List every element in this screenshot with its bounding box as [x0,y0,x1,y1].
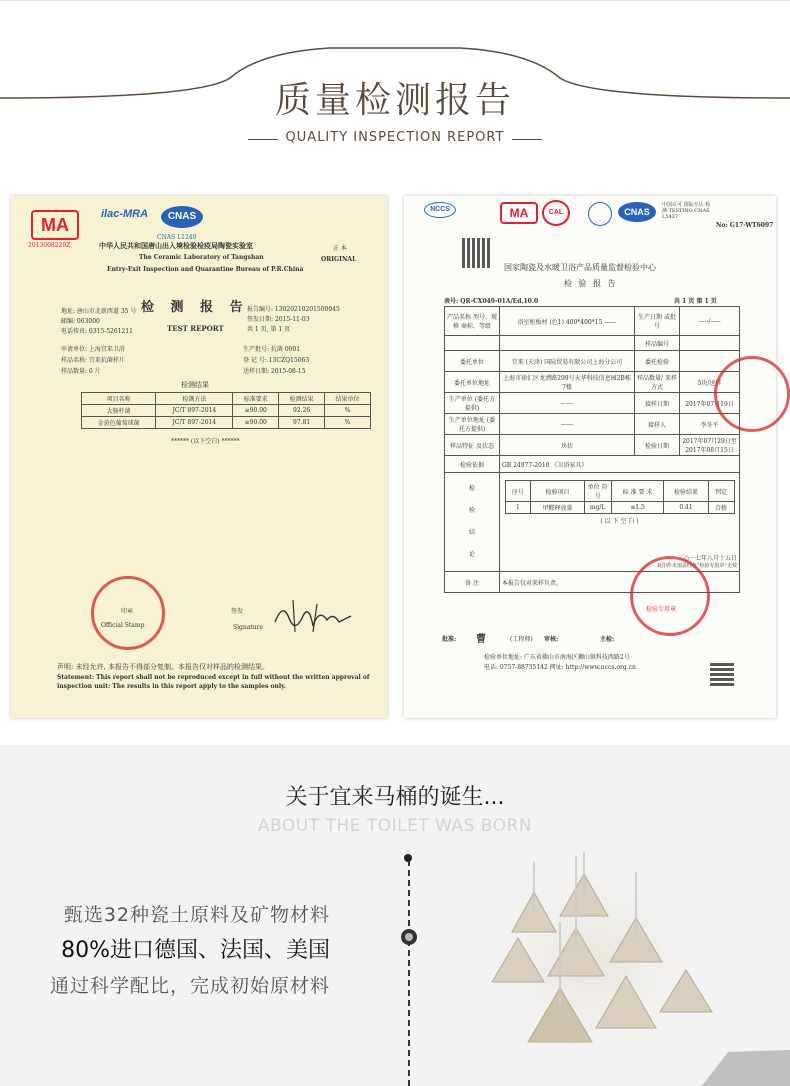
table-cell: JC/T 897-2014 [156,417,233,429]
table-header: 检测结果 [279,393,325,405]
table-cell: ≥90.00 [233,405,279,417]
timeline-marker [401,929,417,945]
table-cell: ≥90.00 [233,417,279,429]
table-cell: % [325,405,371,417]
sign-en: Signature [233,624,264,631]
row-value [500,336,635,351]
row-value: 5块/送样 [680,372,740,393]
row-value: 2017年07月19日 [680,393,740,414]
table-row [82,405,371,417]
row-value: 块状 [500,435,635,456]
table-cell: 92.26 [279,405,325,417]
batch-no: 生产批号: 抗菌 0001 [243,346,301,353]
report-title-cn: 检 测 报 告 [141,300,249,315]
cnas-logo-right: CNAS [618,202,656,222]
report-title-en: TEST REPORT [167,324,224,333]
cnas-logo: CNAS [161,206,203,228]
side-char: 验 [468,507,475,514]
raw-materials-photo [472,852,790,1086]
certificate-tangshan [11,196,387,718]
seal-label: 印章 [121,608,134,615]
issue-date: 签发日期: 2015-11-03 [247,316,310,323]
row-value: -----/----- [680,307,740,336]
ma-code: 2013008229Z [28,242,71,249]
blank-below-note: ****** (以下空白) ****** [171,438,240,445]
report-number: No: G17-WT6097 [716,222,774,229]
cnas-code: CNAS L1240 [157,234,197,241]
table-header: 项目名称 [82,393,156,405]
table-cell: 97.81 [279,417,325,429]
report-no: 报告编号: 13020210201500045 [247,306,340,313]
side-char: 论 [468,551,475,558]
row-label: 委托单位 [445,351,500,372]
sample-name: 样品名称: 宜来抗菌样片 [61,357,125,364]
row-value: ------ [500,414,635,435]
seal-en: Official Stamp [101,622,145,629]
table-row [445,336,740,351]
nccs-logo: NCCS [424,202,456,218]
org-cn: 中华人民共和国唐山出入境检验检疫局陶瓷实验室 [99,241,253,250]
inner-header-row [505,481,734,502]
statement-en2: inspection unit: The results in this report apply to the samples only. [57,683,286,690]
signature-icon [273,598,353,634]
feature-line-3: 通过科学配比，完成初始原材料 [49,975,330,997]
inner-cell: 1 [505,502,531,514]
row-value: 李冬平 [680,414,740,435]
section-title: 质量检测报告 [274,80,515,121]
send-date: 送样日期: 2015-08-15 [243,368,306,375]
inner-header: 标 准 要 求 [611,481,664,502]
row-label: 样品数量/ 来样方式 [635,372,680,393]
phone-line: 电话: 0757-88735142 网址: http://www.nccs.org.cn [484,664,636,671]
row-label: 生产日期 或批号 [635,307,680,336]
row-label: 检验日期 [635,435,680,456]
page-info: 共 1 页 第 1 页 [674,298,717,305]
reg-no: 登 记 号: 13CZQ15063 [243,357,310,364]
side-char: 检 [468,485,475,492]
chief-label: 主检: [600,636,615,643]
results-table [81,392,371,429]
inner-header: 序号 [505,481,531,502]
row-value: ------ [500,393,635,414]
remark-text: 本报告仅对来样负责。 [500,572,740,593]
accreditation-text: 中国认可 国际互认 检测 TESTING CNAS L5437 [662,202,711,220]
row-label: 接样人 [635,414,680,435]
feature-line-2: 80%进口德国、法国、美国 [61,938,330,963]
address-line: 检验单位地址: 广东省佛山市南海区狮山镇科技西路2号 [484,654,630,661]
inner-header: 单位 符号 [584,481,611,502]
page-count: 共 1 页, 第 1 页 [247,326,291,333]
globe-icon [588,202,612,226]
timeline-line [408,860,410,1086]
table-row [82,417,371,429]
table-header-row [82,393,371,405]
table-row [445,307,740,336]
address: 地址: 唐山市北新西道 35 号 [61,308,137,315]
table-header: 结果单位 [325,393,371,405]
side-char: 结 [468,529,475,536]
table-cell: 大肠杆菌 [82,405,156,417]
table-row [445,351,740,372]
conclusion-date: 二○一七年八月十五日 [677,555,737,562]
inner-cell: mg/L [584,502,611,514]
inner-row [505,502,734,514]
report-title: 检 验 报 告 [564,279,618,288]
ma-logo: MA [31,210,79,240]
row-value [680,336,740,351]
stamp-text: 检验专用章 [646,606,677,613]
row-label: 生产单位地址 (委托方提供) [445,414,500,435]
row-label: 样品特征 及状态 [445,435,500,456]
cal-logo: CAL [542,200,570,226]
timeline-dot [404,854,412,862]
row-value: 上海市徐汇区龙漕路299号天华科技信息园2B栋7楼 [500,372,635,393]
inner-blank: ( 以 下 空 白 ) [600,518,639,525]
table-cell: % [325,417,371,429]
row-label: 产品名称 型号、规格 商标、等级 [445,307,500,336]
inspection-stamp-icon [714,356,790,432]
sign-label: 签发 [231,608,244,615]
inspection-stamp-icon [630,556,710,636]
statement-cn: 声明: 未经允许, 本报告不得部分复制。本报告仅对样品的检测结果。 [57,663,270,671]
inner-cell: ≤1.5 [611,502,664,514]
table-header: 标准要求 [233,393,279,405]
about-title: 关于宜来马桶的诞生... [285,785,505,810]
feature-line-1: 甄选32种瓷土原料及矿物材料 [63,904,330,926]
table-header: 检测方法 [156,393,233,405]
certificate-nccs: NCCS MA CAL CNAS 中国认可 国际互认 检测 TESTING CNAS L5437 No: G17-WT6097 国家陶瓷及水暖卫浴产品质量监督检验中心 检 验 报 告 表号: QR-CX049-01A/Ed.10.0 共 1 页 第 1 页 产品名称 型号、规格 商标、等级 浴室柜板材 (色1) 400*400*15 ------ 生产日期 或批号 -----/----- 样品编号 委托单位 宜来 (天津) 国际贸易有限公司上海分公司 委托检验 委托单位地址 上海市徐汇区龙漕路299号天华科技信息园2B栋7楼 样品数量/ 来样方式 5块/送样 生产单位 (委托方提供) ------ 接样日期 2017年07月19日 生产单位地址 (委托方提供) ------ 接样人 李冬平 样品特征 及状态 块状 检验日期 2017年07月29日至2017年08月15日 检验依据 GB 24977-2010 《卫浴家具》 检 验 结 论 序号 检验项目 单位 符号 标 准 要 求 检验结果 判定 1 甲醛释放量 mg/L ≤1.5 0.41 合格 ( 以 下 空 白 ) 二○一七年八月十五日 复印件未加盖红色“检验专用章”无效 备 注 本报告仅对来样负责。 批准: 曹 (工程师) 审核: 主检: 检验单位地址: 广东省佛山市南海区狮山镇科技西路2号 电话: 0757-88735142 网址: http://www.nccs.org.cn 检验专用章 [404,196,776,718]
qr-code-icon [462,238,492,268]
form-no: 表号: QR-CX049-01A/Ed.10.0 [444,298,539,305]
table-cell: 金黄色葡萄球菌 [82,417,156,429]
row-value: 2017年07月29日至2017年08月15日 [680,435,740,456]
ma-logo-right: MA [500,202,538,224]
remark-label: 备 注 [445,572,500,593]
sample-qty: 样品数量: 6 片 [61,368,101,375]
phone: 电话传真: 0315-5261211 [61,328,133,335]
table-row [445,393,740,414]
row-label: 接样日期 [635,393,680,414]
results-title: 检测结果 [181,381,209,389]
table-cell: JC/T 897-2014 [156,405,233,417]
row-value: 宜来 (天津) 国际贸易有限公司上海分公司 [500,351,635,372]
section-subtitle: QUALITY INSPECTION REPORT [278,130,513,145]
copy-label: 正 本 [333,245,347,252]
inspection-table [444,306,740,593]
row-label: 检验依据 [445,456,500,473]
row-label: 委托单位地址 [445,372,500,393]
conclusion-note: 复印件未加盖红色“检验专用章”无效 [656,563,737,569]
qr-code-bottom-icon [710,662,734,686]
top-divider [0,0,790,1]
review-label: 审核: [544,636,559,643]
approve-label: 批准: [442,636,457,643]
org-en2: Entry-Exit Inspection and Quarantine Bureau of P.R.China [107,266,304,273]
table-row [445,435,740,456]
row-label: 委托检验 [635,351,680,372]
table-row [445,414,740,435]
statement-en1: Statement: This report shall not be reproduced except in full without the written approval of [57,674,370,681]
approve-role: (工程师) [510,636,533,643]
table-row [445,456,740,473]
inner-cell: 合格 [708,502,734,514]
inner-header: 判定 [708,481,734,502]
row-label [445,336,500,351]
inner-header: 检验项目 [531,481,584,502]
inner-result-table [505,480,735,514]
inner-cell: 0.41 [664,502,708,514]
table-row [445,372,740,393]
row-value: GB 24977-2010 《卫浴家具》 [500,456,740,473]
org-en1: The Ceramic Laboratory of Tangshan [139,254,264,261]
ilac-logo: ilac-MRA [101,208,149,220]
applicant: 申请单位: 上海宜来卫浴 [61,346,125,353]
inner-cell: 甲醛释放量 [531,502,584,514]
inner-header: 检验结果 [664,481,708,502]
row-value: 浴室柜板材 (色1) 400*400*15 ------ [500,307,635,336]
postcode: 邮编: 063000 [61,318,100,325]
original-label: ORIGINAL [321,256,357,263]
about-subtitle: ABOUT THE TOILET WAS BORN [257,816,533,836]
conclusion-row [445,473,740,572]
row-label: 样品编号 [635,336,680,351]
row-label: 生产单位 (委托方提供) [445,393,500,414]
center-name: 国家陶瓷及水暖卫浴产品质量监督检验中心 [504,263,656,272]
